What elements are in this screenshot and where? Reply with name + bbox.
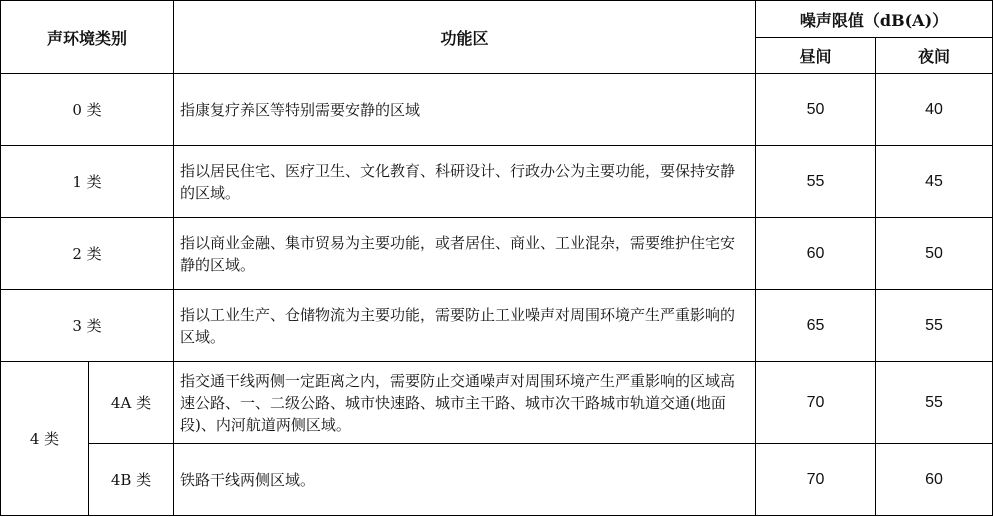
row-description: 指以工业生产、仓储物流为主要功能，需要防止工业噪声对周围环境产生严重影响的区域。	[174, 290, 756, 362]
row-day-value: 65	[756, 290, 876, 362]
row-day-value: 60	[756, 218, 876, 290]
row-night-value: 60	[876, 444, 993, 516]
table-row	[1, 218, 993, 290]
row-day-value: 55	[756, 146, 876, 218]
row-day-value: 50	[756, 74, 876, 146]
table-row	[1, 146, 993, 218]
row-night-value: 50	[876, 218, 993, 290]
row-category: 1 类	[1, 146, 174, 218]
header-category: 声环境类别	[1, 1, 174, 74]
row-description: 指交通干线两侧一定距离之内，需要防止交通噪声对周围环境产生严重影响的区域高速公路、一、二级公路、城市快速路、城市主干路、城市次干路城市轨道交通(地面段)、内河航道两侧区域。	[174, 362, 756, 444]
row-category: 0 类	[1, 74, 174, 146]
row-day-value: 70	[756, 444, 876, 516]
row-day-value: 70	[756, 362, 876, 444]
row-night-value: 55	[876, 362, 993, 444]
header-row	[1, 1, 993, 38]
header-function-area: 功能区	[174, 1, 756, 74]
header-night: 夜间	[876, 38, 993, 74]
class4-category: 4 类	[1, 362, 89, 516]
row-description: 指以居民住宅、医疗卫生、文化教育、科研设计、行政办公为主要功能，要保持安静的区域。	[174, 146, 756, 218]
table-row	[1, 362, 993, 444]
subclass-category: 4A 类	[89, 362, 174, 444]
table-row	[1, 444, 993, 516]
row-description: 指康复疗养区等特别需要安静的区域	[174, 74, 756, 146]
row-description: 指以商业金融、集市贸易为主要功能，或者居住、商业、工业混杂，需要维护住宅安静的区域。	[174, 218, 756, 290]
row-category: 3 类	[1, 290, 174, 362]
row-night-value: 45	[876, 146, 993, 218]
row-night-value: 55	[876, 290, 993, 362]
table-row	[1, 290, 993, 362]
subclass-category: 4B 类	[89, 444, 174, 516]
header-limit: 噪声限值（dB(A)）	[756, 1, 993, 38]
table-row	[1, 74, 993, 146]
row-night-value: 40	[876, 74, 993, 146]
row-category: 2 类	[1, 218, 174, 290]
header-day: 昼间	[756, 38, 876, 74]
row-description: 铁路干线两侧区域。	[174, 444, 756, 516]
